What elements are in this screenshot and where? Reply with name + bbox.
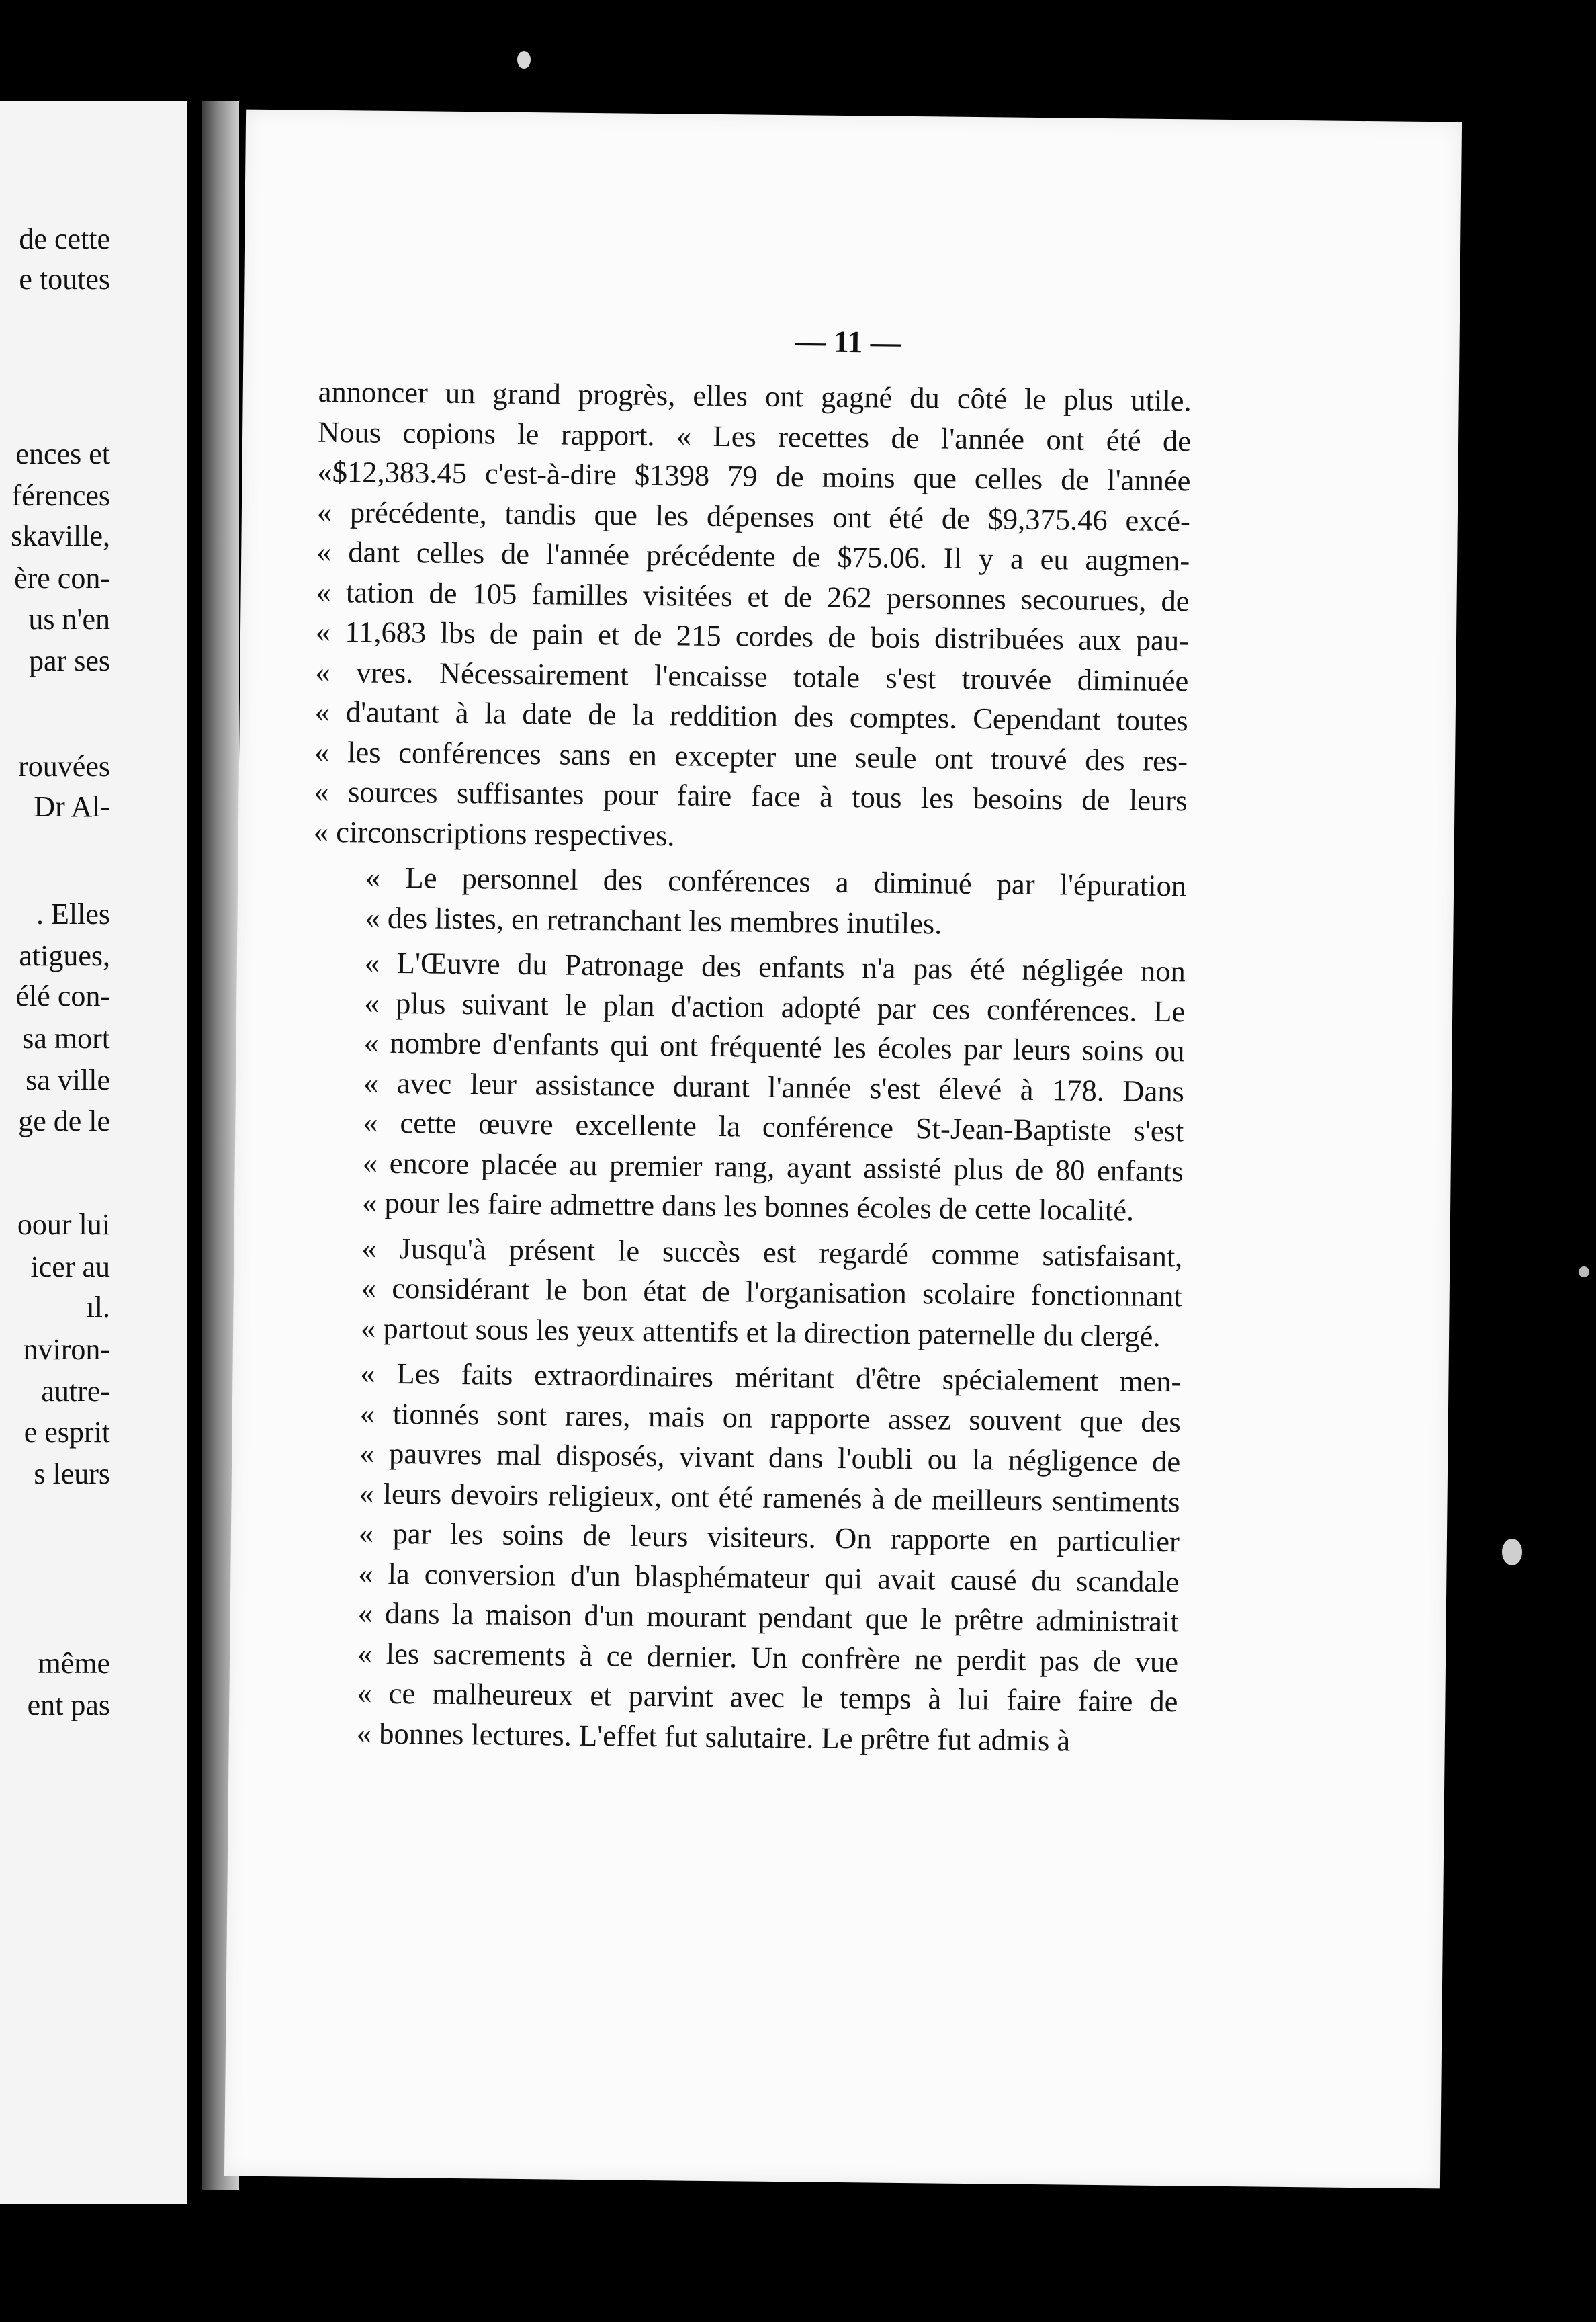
left-page-line: par ses bbox=[29, 644, 110, 677]
left-page-line: même bbox=[38, 1647, 110, 1680]
text-line: « partout sous les yeux attentifs et la direction paternelle du clergé. bbox=[360, 1310, 1161, 1353]
text-line: « précédente, tandis que les dépenses ont été de $9,375.46 excé- bbox=[316, 494, 1191, 538]
left-page-line: icer au bbox=[30, 1250, 110, 1283]
text-line: « pauvres mal disposés, vivant dans l'oubli ou la négligence de bbox=[359, 1436, 1181, 1479]
text-line: « Le personnel des conférences a diminué par l'épuration bbox=[365, 860, 1187, 903]
text-line: « avec leur assistance durant l'année s'est élevé à 178. Dans bbox=[363, 1066, 1185, 1108]
scan-speck bbox=[1579, 1266, 1589, 1277]
text-line: « ce malheureux et parvint avec le temps à lui faire faire de bbox=[357, 1676, 1178, 1719]
left-page-line: sa mort bbox=[22, 1022, 110, 1055]
left-page-line: élé con- bbox=[15, 980, 110, 1013]
book-page bbox=[224, 110, 1462, 2189]
text-line: « L'Œuvre du Patronage des enfants n'a pas été négligée non bbox=[364, 945, 1186, 988]
left-page-line: e esprit bbox=[24, 1416, 110, 1449]
left-page-line: ences et bbox=[15, 437, 110, 470]
text-line: « tionnés sont rares, mais on rapporte assez souvent que des bbox=[359, 1395, 1182, 1438]
left-page-line: ère con- bbox=[14, 562, 110, 595]
left-page-line: skaville, bbox=[11, 519, 110, 552]
left-page-line: autre- bbox=[41, 1375, 110, 1408]
text-line: « Les faits extraordinaires méritant d'être spécialement men- bbox=[360, 1356, 1182, 1399]
scan-speck bbox=[1502, 1539, 1522, 1565]
text-line: « des listes, en retranchant les membres inutiles. bbox=[365, 900, 942, 941]
left-page-line: s leurs bbox=[34, 1457, 110, 1490]
text-line: « dans la maison d'un mourant pendant que le prêtre administrait bbox=[357, 1596, 1179, 1639]
left-page-line: us n'en bbox=[28, 603, 110, 636]
text-line: « la conversion d'un blasphémateur qui avait causé du scandale bbox=[358, 1555, 1180, 1598]
left-page-line: nviron- bbox=[23, 1333, 110, 1366]
left-page-line: ent pas bbox=[27, 1688, 110, 1721]
page-body bbox=[304, 372, 1192, 1768]
left-page-line: oour lui bbox=[17, 1208, 110, 1241]
text-line: annoncer un grand progrès, elles ont gagné du côté le plus utile. bbox=[318, 374, 1192, 418]
text-line: « pour les faire admettre dans les bonnes écoles de cette localité. bbox=[361, 1185, 1135, 1228]
left-page-line: rouvées bbox=[18, 750, 110, 783]
left-page-line: e toutes bbox=[19, 263, 110, 296]
paragraph bbox=[308, 1228, 1183, 1357]
text-line: « les sacrements à ce dernier. Un confrère ne perdit pas de vue bbox=[357, 1635, 1179, 1678]
text-line: « encore placée au premier rang, ayant assisté plus de 80 enfants bbox=[362, 1146, 1184, 1188]
text-line: « bonnes lectures. L'effet fut salutaire. Le prêtre fut admis à bbox=[356, 1715, 1071, 1758]
text-line: « 11,683 lbs de pain et de 215 cordes de bois distribuées aux pau- bbox=[315, 614, 1190, 658]
left-page-line: de cette bbox=[19, 222, 110, 255]
left-page-line: . Elles bbox=[36, 898, 110, 931]
text-line: « par les soins de leurs visiteurs. On rapporte en particulier bbox=[358, 1516, 1180, 1559]
previous-page-strip bbox=[0, 101, 187, 2204]
text-line: « considérant le bon état de l'organisation scolaire fonctionnant bbox=[361, 1271, 1182, 1314]
left-page-line: Dr Al- bbox=[34, 790, 110, 823]
paragraph bbox=[304, 1353, 1182, 1762]
text-line: « les conférences sans en excepter une seule ont trouvé des res- bbox=[314, 734, 1188, 777]
text-line: « sources suffisantes pour faire face à tous les besoins de leurs bbox=[314, 774, 1188, 818]
scan-speck bbox=[517, 51, 531, 69]
left-page-line: férences bbox=[11, 479, 110, 512]
text-line: « circonscriptions respectives. bbox=[313, 814, 675, 852]
text-line: « tation de 105 familles visitées et de 262 personnes secourues, de bbox=[316, 574, 1190, 617]
text-line: « cette œuvre excellente la conférence St-Jean-Baptiste s'est bbox=[363, 1105, 1184, 1148]
text-line: « Jusqu'à présent le succès est regardé comme satisfaisant, bbox=[361, 1231, 1183, 1273]
text-line: « d'autant à la date de la reddition des comptes. Cependant toutes bbox=[314, 694, 1188, 738]
page-number: — 11 — bbox=[795, 324, 902, 359]
text-line: « nombre d'enfants qui ont fréquenté les écoles par leurs soins ou bbox=[363, 1025, 1185, 1068]
text-line: « vres. Nécessairement l'encaisse totale s'est trouvée diminuée bbox=[315, 654, 1189, 697]
text-line: « dant celles de l'année précédente de $75.06. Il y a eu augmen- bbox=[316, 534, 1190, 578]
text-line: « leurs devoirs religieux, ont été ramenés à de meilleurs sentiments bbox=[359, 1475, 1180, 1518]
left-page-line: ıl. bbox=[86, 1291, 110, 1324]
left-page-line: ge de le bbox=[18, 1105, 110, 1137]
left-page-line: atigues, bbox=[19, 939, 110, 972]
text-line: Nous copions le rapport. « Les recettes de l'année ont été de bbox=[317, 415, 1192, 458]
text-line: « plus suivant le plan d'action adopté par ces conférences. Le bbox=[363, 986, 1186, 1028]
left-page-line: sa ville bbox=[26, 1064, 110, 1096]
paragraph bbox=[312, 857, 1186, 947]
paragraph bbox=[310, 943, 1186, 1232]
text-line: «$12,383.45 c'est-à-dire $1398 79 de moins que celles de l'année bbox=[317, 454, 1191, 498]
paragraph bbox=[314, 372, 1192, 861]
